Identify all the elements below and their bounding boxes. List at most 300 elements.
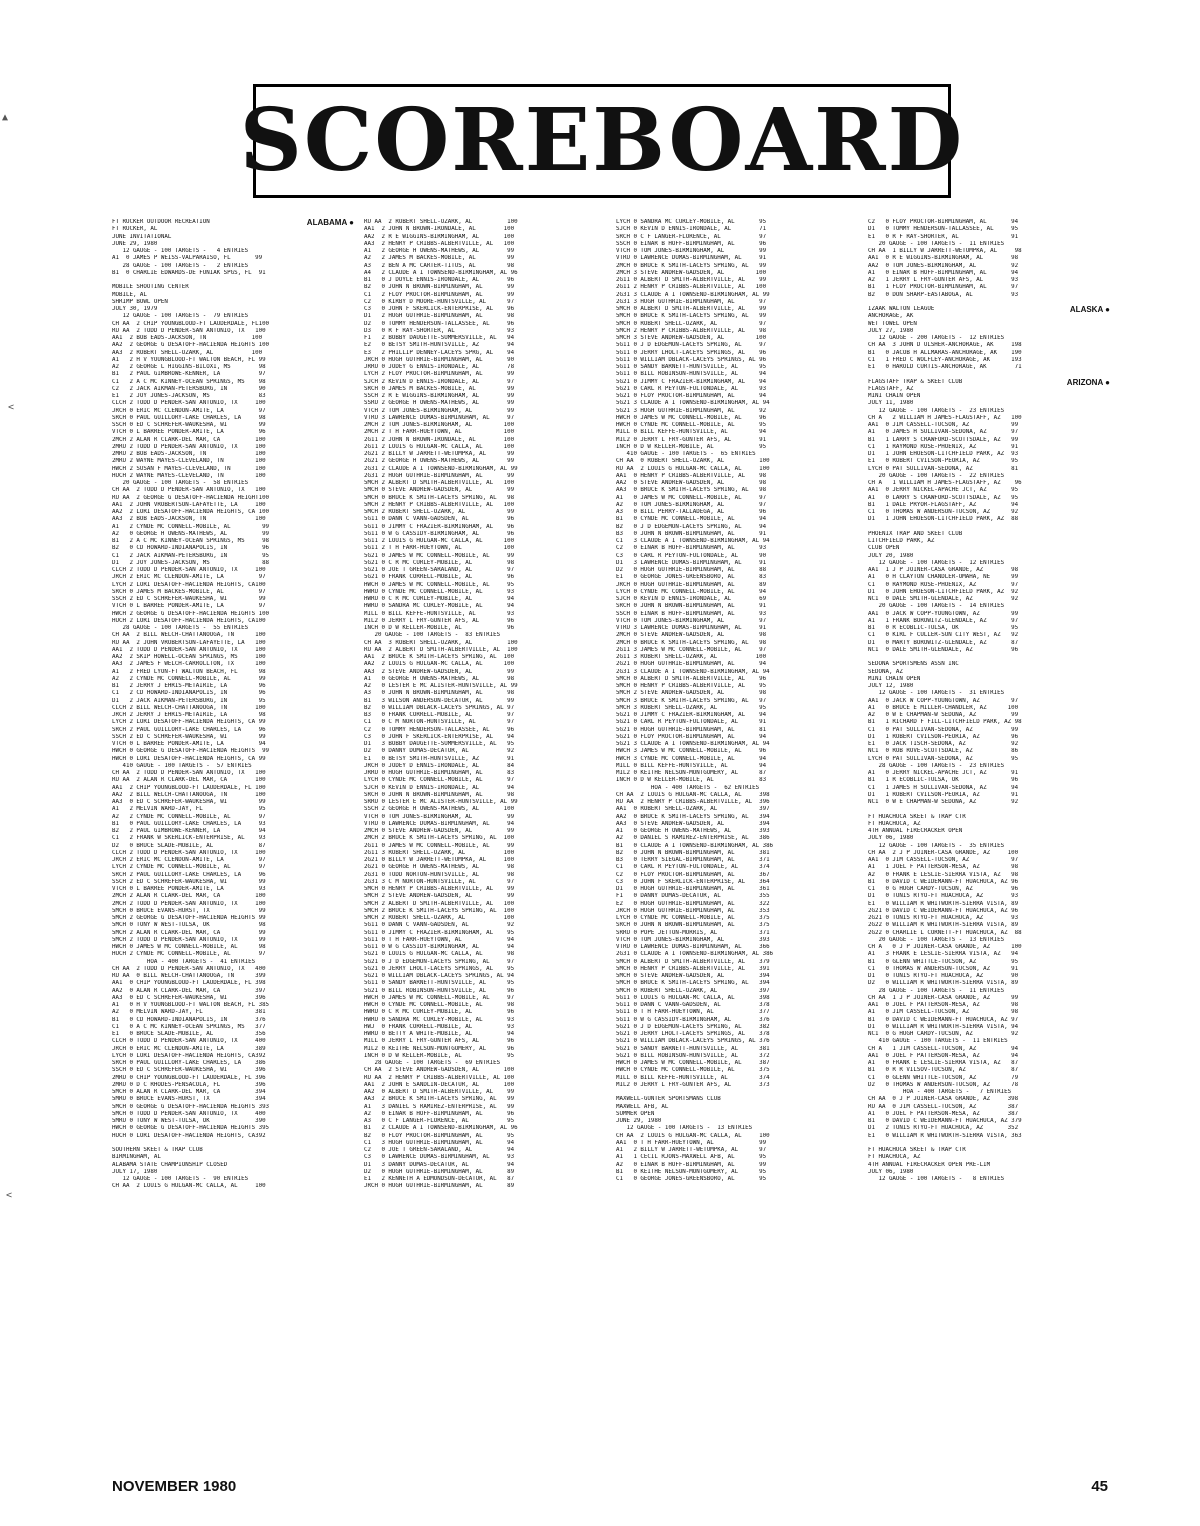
result-line: A1 1 CECIL RJONS-MAXWELL AFB, AL 95 <box>616 1154 767 1161</box>
result-line: VTCH 2 TOM JONES-BIRMINGHAM, AL 99 <box>364 407 515 414</box>
result-line: D1 0 WILLIAM R WHITWORTH-SIERRA VISTA, 94 <box>868 1023 1019 1030</box>
result-line: 12 GAUGE - 100 TARGETS - 35 ENTRIES <box>868 842 1005 849</box>
result-line: HWCH 0 JAMES W MC CONNELL-MOBILE, AL 97 <box>364 994 515 1001</box>
result-line: AA1 2 JOHN VROBERTSON-LAFAYETTE, LA 100 <box>112 501 266 508</box>
result-line: HWCH 0 JAMES W MC CONNELL-MOBILE, AL 387 <box>616 1060 770 1066</box>
result-line: C3 0 JOHN F SKERLICK-ENTERPRISE, AL 94 <box>364 733 515 740</box>
result-line: D3 0 R F RAY-SHORTER, AL 93 <box>364 327 515 334</box>
masthead-title: SCOREBOARD <box>239 90 965 191</box>
result-line: AA3 0 ED C SCHREFER-WAUKESHA, WI 396 <box>112 994 266 1001</box>
result-line: SRCH 0 C F LANGER-FLORENCE, AL 97 <box>616 233 767 240</box>
result-line: D1 0 TUNIS RTYO-FT HUACHUCA, AZ 90 <box>868 973 1019 979</box>
result-line: JRCH 0 JODEY D ENNIS-IRONDALE, AL 84 <box>364 762 515 769</box>
result-line: SRRU 0 LESTER E MC ALISTER-HUNTSVILLE, AL 99 <box>364 799 518 805</box>
result-line: INCH 0 D W KELLER-MOBILE, AL 96 <box>364 625 515 631</box>
result-line: 5G11 0 DANN C VANN-GADSDEN, AL 378 <box>616 1002 770 1008</box>
result-line: JRCH 2 ERIC MC CLENDON-AMITE, LA 97 <box>112 857 266 863</box>
result-line: SSCH 0 EINAR B HOFF-BIRMINGHAM, AL 93 <box>616 610 767 617</box>
result-line: AA1 0 JACK W COPP-YOUNGTOWN, AZ 97 <box>868 697 1019 704</box>
result-line: C1 0 RAYMOND ROSE-PHOENIX, AZ 97 <box>868 581 1019 588</box>
result-line: 2G21 0 HUGH GUTHRIE-BIRMINGHAM, AL 94 <box>616 661 767 668</box>
result-line: A1 2 FRED LYON-FT WALTON BEACH, FL 98 <box>112 668 266 675</box>
result-line: 5MCH 0 ROBERT SHELL-OZARK, AL 97 <box>616 320 767 327</box>
result-line: B2 0 CD HOWARD-INDIANAPOLIS, IN 96 <box>112 545 270 552</box>
result-line: ANCHORAGE, AK <box>868 313 914 320</box>
result-line: E1 0 BRUCE SLADE-MOBILE, AL 356 <box>112 1031 266 1037</box>
result-line: CH AA 2 LOUIS G HULGAN-MC CALLA, AL 398 <box>616 791 770 798</box>
result-line: 2MCH 2 BRUCE K SMITH-LACEYS SPRING, AL 100 <box>364 835 515 842</box>
result-line: C1 0 CARL R PEYTON-FULTONDALE, AL 374 <box>616 864 770 871</box>
result-line: B1 0 CYNDE MC CONNELL-MOBILE, AL 94 <box>616 516 767 523</box>
result-line: 5G21 0 CARL R PEYTON-FULTONDALE, AL 93 <box>616 385 767 392</box>
result-line: C1 2 FLOY PROCTOR-BIRMINGHAM, AL 99 <box>364 291 515 298</box>
result-line: B2 0 FLOY PROCTOR-BIRMINGHAM, AL 95 <box>364 1132 515 1139</box>
result-line: 2G31 2 CLAUDE A I TOWNSEND-BIRMINGHAM, AL 99 <box>364 465 518 472</box>
result-line: CLCH 2 TODD D PENDER-SAN ANTONIO, TX 100 <box>112 849 266 856</box>
result-line: C2 0 FLOY PROCTOR-BIRMINGHAM, AL 367 <box>616 871 770 878</box>
result-line: SRCH 2 PAUL GUILLORY-LAKE CHARLES, LA 96 <box>112 871 266 878</box>
result-line: JRCH 0 HUGH GUTHRIE-BIRMINGHAM, AL 89 <box>616 581 767 588</box>
result-line: A2 2 CYNDE MC CONNELL-MOBILE, AL 97 <box>112 813 266 820</box>
result-line: C1 0 THOMAS W ANDERSON-TUCSON, AZ 92 <box>868 509 1019 515</box>
result-line: A1 0 JAMES P WEISS-VALPARAISO, FL 99 <box>112 255 263 262</box>
result-line <box>112 1140 354 1147</box>
result-line: AA1 0 R E WIGGINS-BIRMINGHAM, AL 98 <box>868 255 1019 262</box>
result-line: JRCH 0 HUGH GUTHRIE-BIRMINGHAM, AL 89 <box>364 1183 515 1190</box>
result-line: A1 0 JAMES W MC CONNELL-MOBILE, AL 97 <box>616 494 767 501</box>
result-line: 5G11 0 JIMMY C FRAZIER-BIRMINGHAM, AL 96 <box>364 523 515 530</box>
club-name: FLAGSTAFF TRAP & SKEET CLUB <box>868 378 963 385</box>
result-line: 12 GAUGE - 100 TARGETS - 8 ENTRIES <box>868 1176 1005 1182</box>
result-line: JULY 20, 1980 <box>868 552 914 559</box>
result-line: E2 0 BETSY SMITH-HUNTSVILLE, AZ 94 <box>364 342 515 349</box>
issue-date: NOVEMBER 1980 <box>112 1478 237 1495</box>
result-line: JUNE 29, 1980 <box>616 1118 662 1124</box>
result-line: SSCH 0 ED C SCHREFER-WAUKESHA, WI 396 <box>112 1067 266 1074</box>
result-line: C1 3 HUGH GUTHRIE-BIRMINGHAM, AL 94 <box>364 1139 515 1146</box>
result-line: A3 0 BILL PERRY-TALLADEGA, AL 96 <box>616 509 767 515</box>
result-line: VTCH 0 TOM JONES-BIRMINGHAM, AL 97 <box>616 617 767 624</box>
result-line: VTRU 3 LAWRENCE DUMAS-BIRMINGHAM, AL 91 <box>616 625 767 631</box>
result-line: 5MCH 0 STEVE ANDREW-GADSDEN, AL 394 <box>616 973 770 979</box>
result-line: B1 0 DAVID C WEIDEMANN-FT HUACHUCA, AZ 96 <box>868 878 1019 885</box>
result-line: 12 GAUGE - 100 TARGETS - 12 ENTRIES <box>868 559 1005 566</box>
result-line: 5MCH 0 BRUCE K SMITH-LACEYS SPRING, AL 98 <box>364 494 515 501</box>
result-line: A1 0 H CLAYTON CHANDLER-OMAHA, NE 99 <box>868 574 1019 581</box>
result-line: FT HUACHUCA, AZ <box>868 820 921 827</box>
result-line: CH AA 0 ROBERT SHELL-OZARK, AL 100 <box>616 458 770 465</box>
result-line: B1 2 A C MC KINNEY-OCEAN SPRINGS, MS 98 <box>112 538 270 544</box>
result-line: HWRU 0 CYNDE MC CONNELL-MOBILE, AL 93 <box>364 588 515 595</box>
result-line: 5MCH 2 ROBERT SHELL-OZARK, AL 99 <box>364 509 515 515</box>
result-line: 5G21 0 FRANK CORRELL-MOBILE, AL 96 <box>364 574 515 581</box>
result-line: A1 0 EINAR B HOFF-BIRMINGHAM, AL 94 <box>868 269 1019 276</box>
result-line: 5G11 0 W G CASSIDY-BIRMINGHAM, AL 96 <box>364 530 515 537</box>
result-line: 5MCH 3 BRUCE K SMITH-LACEYS SPRING, AL 97 <box>616 697 767 704</box>
result-line: 5G11 0 WILLIAM DBLACK-LACEYS SPRINGS, AL 96 <box>616 356 767 363</box>
result-line: AA2 0 TOM JONES-BIRMINGHAM, AL 92 <box>868 262 1019 269</box>
result-line: 5G21 0 CARL R PEYTON-FULTONDALE, AL 91 <box>616 719 767 726</box>
result-line: 5MCH 2 STEVE ANDREW-GADSDEN, AL 99 <box>364 893 515 900</box>
result-line: B1 1 RICHARD F FILL-LITCHFIELD PARK, AZ 98 <box>868 719 1022 726</box>
result-line: C1 0 C M NORTON-HUNTSVILLE, AL 97 <box>364 719 515 726</box>
result-line: C2 0 KIRBY D MOORE-HUNTSVILLE, AL 97 <box>364 298 515 305</box>
result-line: C1 0 G HUGH CARDY-TUCSON, AZ 96 <box>868 886 1019 892</box>
result-line: JRCH 0 ERIC MC CLENDON-AMITE, LA 97 <box>112 407 266 414</box>
result-line: 2G22 0 WILLIAM R WHITWORTH-SIERRA VISTA, 89 <box>868 922 1019 929</box>
result-line: FT HUACHUCA, AZ <box>868 1154 921 1161</box>
result-line: D2 0 BRUCE SLADE-MOBILE, AL 87 <box>112 842 266 849</box>
result-line: JRCH 0 ERIC MC CLENDON-AMITE, LA 389 <box>112 1045 266 1052</box>
result-line: RU AA 2 TODD D PENDER-SAN ANTONIO, TX 100 <box>112 327 266 334</box>
result-line: 5MRU 0 TONY W WEST-TULSA, OK 390 <box>112 1118 266 1124</box>
result-line: CH A 0 J P JOINER-CASA GRANDE, AZ 100 <box>868 944 1022 950</box>
result-line: C1 0 KIRL F CULLER-SUN CITY WEST, AZ 92 <box>868 632 1019 639</box>
result-line: RU AA 0 BILL WELCH-CHATTANOOGA, TN 399 <box>112 973 266 979</box>
result-line: AA1 1 J P JOINER-CASA GRANDE, AZ 98 <box>868 567 1019 573</box>
result-line: JRCH 0 HUGH GUTHRIE-BIRMINGHAM, AL 90 <box>364 356 515 363</box>
result-line: 5MCH 2 ALBERT D SMITH-ALBERTVILLE, AL 100 <box>364 900 515 907</box>
result-line: AA2 2 SKIP HOWELL-OCEAN SPRINGS, MS 100 <box>112 654 266 660</box>
result-line: SSCH 2 ED C SCHREFER-WAUKESHA, WI 99 <box>112 878 266 885</box>
result-line: RU AA 2 ALAN R CLARK-DEL MAR, CA 100 <box>112 777 266 784</box>
result-line: 5MCH 0 ALAN R CLARK-DEL MAR, CA 394 <box>112 1089 266 1095</box>
result-line: 5MCH 0 BRUCE K SMITH-LACEYS SPRING, AL 99 <box>616 313 767 320</box>
result-line: A1 0 FRANK E LESLIE-SIERRA VISTA, AZ 87 <box>868 1060 1019 1066</box>
result-line: C1 0 A C MC KINNEY-OCEAN SPRINGS, MS 377 <box>112 1023 266 1030</box>
result-line: VTCH 0 L BARREE PONDER-AMITE, LA 93 <box>112 886 266 892</box>
result-line: D2 0 TOMMY HENDERSON-TALLASSEE, AL 96 <box>364 320 515 327</box>
result-line: A2 2 JAMES M BACKES-MOBILE, AL 99 <box>364 255 515 262</box>
result-line: A1 0 GEORGE H OWENS-MATHEWS, AL 393 <box>616 828 770 834</box>
result-line <box>868 806 1110 813</box>
result-line: AA1 2 CHIP YOUNGBLOOD-FT LAUDERDALE, FL 100 <box>112 784 266 791</box>
result-line: A1 0 BRUCE E MILLER-CHANDLER, AZ 100 <box>868 704 1019 711</box>
result-line: 5MCH 0 BRUCE EVANS-HURST, TX 99 <box>112 907 266 914</box>
result-line: A2 0 DANIEL S RAMIREZ-ENTERPRISE, AL 386 <box>616 835 770 842</box>
result-line: D1 1 ROBERT CVILSON-PEORIA, AZ 96 <box>868 733 1019 740</box>
result-line: SSCH 0 ED C SCHREFER-WAUKESHA, WI 99 <box>112 422 266 428</box>
result-line <box>868 371 1110 378</box>
result-line: 2MCH 2 T H FARR-HUEYTOWN, AL 100 <box>364 429 515 436</box>
result-line: HWRU 0 C R MC CURLEY-MOBILE, AL 96 <box>364 1009 515 1016</box>
result-line: JRRU 0 HUGH GUTHRIE-BIRMINGHAM, AL 83 <box>364 770 515 776</box>
result-line: AA2 2 R E WIGGINS-BIRMINGHAM, AL 100 <box>364 233 515 240</box>
result-line: A1 2 CYNDE MC CONNELL-MOBILE, AL 99 <box>112 523 270 530</box>
result-line: CH AA 2 TODD D PENDER-SAN ANTONIO, TX 400 <box>112 965 266 972</box>
result-line: HWCH 0 LORI DESATOFF-HACIENDA HEIGHTS, CA 99 <box>112 755 266 762</box>
result-line: 2MCH 3 STEVE ANDREW-GADSDEN, AL 100 <box>616 269 767 276</box>
result-line: 20 GAUGE - 100 TARGETS - 83 ENTRIES <box>364 632 501 639</box>
result-line: VTCH 0 L BARREE PONDER-AMITE, LA 97 <box>112 603 266 610</box>
result-line: A2 2 GEORGE L HIGGINS-BILOXI, MS 98 <box>112 364 266 370</box>
result-line: A2 0 EINAR B HOFF-BIRMINGHAM, AL 96 <box>364 1110 515 1117</box>
result-line: HWCH 0 JAMES W MC CONNELL-MOBILE, AL 96 <box>616 414 767 421</box>
result-line: 20 GAUGE - 100 TARGETS - 58 ENTRIES <box>112 480 249 486</box>
result-line: AA1 0 ROBERT SHELL-OZARK, AL 397 <box>616 806 770 813</box>
result-line: 5MCH 0 HENRY P CRIBBS-ALBERTVILLE, AL 391 <box>616 965 770 972</box>
result-line: 5G11 2 T H FARR-HUEYTOWN, AL 100 <box>364 545 515 552</box>
result-line: C2 0 FLOY PROCTOR-BIRMINGHAM, AL 94 <box>868 219 1019 225</box>
result-line: LYCH 0 PAT SULLIVAN-SEDONA, AZ 81 <box>868 465 1019 472</box>
result-line: 2MCH 0 STEVE ANDREW-GADSDEN, AL 99 <box>364 828 515 834</box>
result-line: 2G21 0 GEORGE H OWENS-MATHEWS, AL 98 <box>364 864 515 871</box>
result-line: B1 2 PAUL GIMBROWE-KENNER, LA 97 <box>112 371 266 378</box>
result-line: 5G11 0 SANDY BARNETT-HUNTSVILLE, AL 95 <box>364 980 515 987</box>
result-line: 5G21 0 BILL ROBINSON-HUNTSVILLE, AL 96 <box>364 987 515 994</box>
result-line: D1 2 HUGH GUTHRIE-BIRMINGHAM, AL 98 <box>364 313 515 320</box>
result-line: D1 3 DANNY DUMAS-DECATUR, AL 94 <box>364 1161 515 1168</box>
result-line: 5G21 0 BILL ROBINSON-HUNTSVILLE, AL 372 <box>616 1052 770 1059</box>
result-line: MAXWELL-GUNTER SPORTSMANS CLUB <box>616 1096 721 1103</box>
result-line: 5G21 0 WILLIAM DBLACK-LACEYS SPRINGS, AL 94 <box>364 973 515 979</box>
result-line: HOA - 400 TARGETS - 41 ENTRIES <box>112 958 256 965</box>
result-line: MIL2 0 JERRY L FRY-GUNTER AFS, AL 373 <box>616 1081 770 1088</box>
result-line: 5MCH 2 HENRY P CRIBBS-ALBERTVILLE, AL 98 <box>616 327 767 334</box>
result-line: B1 0 KEITHE NELSON-MONTGOMERY, AL 95 <box>616 1168 767 1175</box>
result-line: MOBILE SHOOTING CENTER <box>112 284 189 291</box>
result-line: B2 0 J D EDGEMON-LACEYS SPRING, AL 94 <box>616 523 767 530</box>
result-line: AA2 2 BILL WELCH-CHATTANOOGA, TN 100 <box>112 791 266 798</box>
result-line: B1 1 R ECOBLIC-TULSA, OK 96 <box>868 777 1019 784</box>
result-line: 5G11 0 JERRY LHOLT-LACEYS SPRINGS, AL 96 <box>616 349 767 356</box>
result-line: C1 2 A C MC KINNEY-OCEAN SPRINGS, MS 98 <box>112 378 266 385</box>
result-line <box>868 299 1110 306</box>
result-line: WET TOWEL OPEN <box>868 320 917 327</box>
result-line: 2MCH 0 BRUCE K SMITH-LACEYS SPRING, AL 98 <box>616 639 767 646</box>
result-line: 410 GAUGE - 100 TARGETS - 65 ENTRIES <box>616 451 756 457</box>
result-line: 28 GAUGE - 100 TARGETS - 23 ENTRIES <box>868 762 1005 769</box>
result-line: RU AA 0 JIM CASSELL-TUCSON, AZ 387 <box>868 1103 1019 1110</box>
result-line: B1 0 DAVID C WEIDEMANN-FT HUACHUCA, AZ 379 <box>868 1118 1022 1124</box>
result-line: A1 0 JIM CASSELL-TUCSON, AZ 98 <box>868 1009 1019 1016</box>
result-line: 5MCH 0 HENRY P CRIBBS-ALBERTVILLE, AL 99 <box>364 886 515 892</box>
result-line: 2G11 2 HENRY P CRIBBS-ALBERTVILLE, AL 100 <box>616 284 767 291</box>
result-line: D2 0 HUGH GUTHRIE-BIRMINGHAM, AL 89 <box>364 1168 515 1175</box>
result-line: A2 0 LESTER E MC ALISTER-HUNTSVILLE, AL 99 <box>364 683 518 689</box>
result-line: VTRU 0 LAWRENCE DUMAS-BIRMINGHAM, AL 94 <box>364 820 515 827</box>
result-line: 5G11 0 T H FARR-HUEYTOWN, AL 377 <box>616 1009 770 1016</box>
result-line: C2 2 JACK AIKMAN-PETERSBURG, IN 90 <box>112 385 266 392</box>
result-line: MIL2 0 JERRY L FRY-GUNTER AFS, AL 91 <box>616 436 767 443</box>
result-line: B1 0 CLAUDE A I TOWNSEND-BIRMINGHAM, AL 386 <box>616 842 774 849</box>
result-line: 5MCH 0 ALBERT D SMITH-ALBERTVILLE, AL 379 <box>616 958 770 965</box>
result-line: 5G21 0 HUGH GUTHRIE-BIRMINGHAM, AL 81 <box>616 726 767 733</box>
result-line: 12 GAUGE - 100 TARGETS - 23 ENTRIES <box>868 407 1005 414</box>
result-line: 5G21 0 JIMMY C FRAZIER-BIRMINGHAM, AL 94 <box>616 712 767 718</box>
result-line: INCH 0 D W KELLER-MOBILE, AL 95 <box>616 443 767 450</box>
result-line: B1 2 JERRY J EHRIS-METAIRIE, LA 96 <box>112 683 266 689</box>
result-line: D1 0 TUNIS RTYO-FT HUACHUCA, AZ 93 <box>868 893 1019 900</box>
result-line: B1 1 DALE PRYOR-FLAGSTAFF, AZ 94 <box>868 501 1019 508</box>
result-line: A1 2 BILLY W JARRETT-WETUMPKA, AL 97 <box>616 1147 767 1153</box>
result-line: B1 0 GLENN WHITTLE-TUCSON, AZ 95 <box>868 958 1019 965</box>
result-line: E1 0 R F RAY-SHORTER, AL 91 <box>868 233 1019 240</box>
result-line: 2MRU 2 BOB EADS-JACKSON, TN 100 <box>112 451 266 457</box>
result-line: 5MCH 0 GEORGE G DESATOFF-HACIENDA HEIGHTS 393 <box>112 1103 270 1110</box>
result-line: 2G31 3 CLAUDE A I TOWNSEND-BIRMINGHAM, AL 94 <box>616 668 770 675</box>
result-line: 5MCH 0 ALBERT D SMITH-ALBERTVILLE, AL 99 <box>616 306 767 312</box>
result-line: C1 1 JAMES H SULLIVAN-SEDONA, AZ 94 <box>868 784 1019 791</box>
result-line: RU AA 2 ALBERT D SMITH-ALBERTVILLE, AL 100 <box>364 646 518 653</box>
result-line: C3 0 LAWRENCE DUMAS-BIRMINGHAM, AL 93 <box>364 1154 515 1161</box>
result-line: A2 1 JERRY L FRY-GUNTER AFS, AL 93 <box>868 277 1019 283</box>
result-line: 5G21 0 WILLIAM DBLACK-LACEYS SPRINGS, AL 376 <box>616 1038 770 1045</box>
result-line: HWRU 0 SANDRA MC CURLEY-MOBILE, AL 93 <box>364 1016 515 1023</box>
result-line: AA3 0 STEVE ANDREW-GADSDEN, AL 394 <box>616 820 770 827</box>
result-line: MILL 0 BILL KEFFE-HUNTSVILLE, AL 94 <box>616 429 767 436</box>
result-line: 2MRU 0 D C RHODES-PENSACOLA, FL 396 <box>112 1081 266 1088</box>
result-line: 2MRU 2 WAYNE MAYES-CLEVELAND, TN 100 <box>112 458 266 465</box>
result-line: VTCH 0 TOM JONES-BIRMINGHAM, AL 99 <box>616 248 767 254</box>
club-name: FT RUCKER OUTDOOR RECREATION <box>112 219 210 225</box>
result-line: A3 2 BEN A MC CARTER-TITUS, AL 98 <box>364 262 515 269</box>
result-line: HWJ 0 FRANK CORRELL-MOBILE, AL 93 <box>364 1023 515 1030</box>
result-line: 2G22 0 CHARLIE L CORNETT-FT HUACHUCA, AZ 88 <box>868 929 1022 936</box>
results-column <box>364 219 606 1472</box>
result-line: CH A 1 WILLIAM H JAMES-FLAGSTAFF, AZ 96 <box>868 480 1022 486</box>
result-line: 5MCH 3 ROBERT SHELL-OZARK, AL 95 <box>616 704 767 711</box>
result-line: AA1 0 T H FARR-HUEYTOWN, AL 99 <box>616 1139 767 1146</box>
result-line: NC1 0 DALE SMITH-GLENDALE, AZ 96 <box>868 646 1019 653</box>
result-line: A4 2 CLAUDE A I TOWNSEND-BIRMINGHAM, AL 96 <box>364 269 518 276</box>
result-line: B1 0 J DOYLE ENNIS-IRONDALE, AL 96 <box>364 277 515 283</box>
result-line: SSCH 2 GEORGE H OWENS-MATHEWS, AL 100 <box>364 806 515 813</box>
result-line: A2 2 CYNDE MC CONNELL-MOBILE, AL 99 <box>112 675 266 682</box>
result-line: A1 0 H V YOUNGBLOOD-FT WALTON BEACH, FL 385 <box>112 1002 270 1008</box>
result-line: JULY 17, 1980 <box>112 1168 158 1175</box>
result-line: VTCH 0 TOM JONES-BIRMINGHAM, AL 393 <box>616 936 770 943</box>
result-line: MILL 0 BILL KEFFE-HUNTSVILLE, AL 93 <box>364 610 515 617</box>
result-line: 28 GAUGE - 100 TARGETS - 55 ENTRIES <box>112 625 249 631</box>
result-line: SJCH 0 KEVIN D ENNIS-IRONDALE, AL 69 <box>616 596 767 602</box>
result-line: CH AA 2 LOUIS G HULGAN-MC CALLA, AL 100 <box>616 1132 770 1139</box>
result-line: 2MCH 2 TOM JONES-BIRMINGHAM, AL 100 <box>364 422 515 428</box>
result-line: HOA - 400 TARGETS - 7 ENTRIES <box>868 1089 1012 1095</box>
result-line: JRCH 2 ERIC MC CLENDON-AMITE, LA 97 <box>112 574 266 581</box>
result-line: INCH 0 D W KELLER-MOBILE, AL 95 <box>364 1052 515 1059</box>
result-line: E1 0 ROBERT CVILSON-PEORIA, AZ 95 <box>868 458 1019 465</box>
result-line: A2 0 W E CHAPMAN-W SEDONA, AZ 99 <box>868 712 1019 718</box>
result-line: JRRU 0 JODEY G ENNIS-IRONDALE, AL 78 <box>364 364 515 370</box>
result-line: AA1 2 TODD D PENDER-SAN ANTONIO, TX 100 <box>112 646 266 653</box>
result-line: AA3 2 STEVE ANDREW-GADSDEN, AL 99 <box>364 668 515 675</box>
result-line: 5MCH 2 TODD D PENDER-SAN ANTONIO, TX 99 <box>112 936 266 943</box>
result-line: 2MRU 2 TODD D PENDER-SAN ANTONIO, TX 100 <box>112 443 266 450</box>
result-line: 5G21 0 C R MC CURLEY-MOBILE, AL 98 <box>364 559 515 566</box>
result-line: B3 0 JOHN N BROWN-BIRMINGHAM, AL 91 <box>616 530 767 537</box>
result-line: A1 2 H V YOUNGBLOOD-FT WALTON BEACH, FL 99 <box>112 356 266 363</box>
result-line: CH AA 2 TODD D PENDER-SAN ANTONIO, TX 100 <box>112 487 266 494</box>
result-line: A1 0 JERRY NICKEL-APACHE JCT, AZ 91 <box>868 770 1019 776</box>
result-line: VTCH 0 L BARREE PONDER-AMITE, LA 96 <box>112 429 266 436</box>
result-line: 5G11 0 JIMMY C FRAZIER-BIRMINGHAM, AL 95 <box>364 929 515 936</box>
result-line: LYCH 2 CYNDE MC CONNELL-MOBILE, AL 97 <box>112 864 266 871</box>
result-line: C1 0 GLENN WHITTLE-TUCSON, AZ 79 <box>868 1074 1019 1081</box>
result-line: 2MCH 2 ALAN R CLARK-DEL MAR, CA 100 <box>112 436 266 443</box>
result-line: 2G21 0 TUNIS RTYO-FT HUACHUCA, AZ 93 <box>868 915 1019 921</box>
result-line: 2G31 3 C M NORTON-HUNTSVILLE, AL 97 <box>364 878 515 885</box>
result-line: MIL2 0 KEITHE NELSON-MONTGOMERY, AL 87 <box>616 770 767 776</box>
result-line: SJCH 0 KEVIN D ENNIS-IRONDALE, AL 94 <box>364 784 515 791</box>
result-line: 5MCH 0 ROBERT SHELL-OZARK, AL 397 <box>616 987 770 994</box>
result-line: B1 0 R R VILSOV-TUCSON, AZ 87 <box>868 1067 1019 1074</box>
result-line: HWCH 0 CYNDE MC CONNELL-MOBILE, AL 375 <box>616 1067 770 1074</box>
result-line: FT RUCKER, AL <box>112 226 158 233</box>
result-line: CH AA 2 STEVE ANDREW-GADSDEN, AL 100 <box>364 1067 515 1074</box>
result-line: JUNE INVITATIONAL <box>112 233 172 240</box>
result-line: 5G11 0 DANN C VANN-GADSDEN, AL 92 <box>364 922 515 929</box>
result-line: 5MCH 0 HENRY P CRIBBS-ALBERTVILLE, AL 95 <box>616 683 767 689</box>
result-line: CLCH 2 BILL WELCH-CHATTANOOGA, TN 100 <box>112 704 266 711</box>
result-line: CH AA 2 LOUIS G HULGAN-MC CALLA, AL 100 <box>112 1183 266 1190</box>
result-line: B2 0 DON SHARP-EASTABOGA, AL 93 <box>868 291 1019 298</box>
result-line: CH AA 3 JOHN D ULSHER-ANCHORAGE, AK 198 <box>868 342 1022 349</box>
result-line: SEDONA SPORTSMENS ASSN INC <box>868 661 959 668</box>
result-line: VTRU 0 LAWRENCE DUMAS-BIRMINGHAM, AL 366 <box>616 944 770 950</box>
result-line: D1 1 JOHN EHOESON-LITCHFIELD PARK, AZ 88 <box>868 516 1019 523</box>
result-line: 5G11 2 LOUIS G HULGAN-MC CALLA, AL 100 <box>364 538 515 544</box>
result-line: AA2 2 LORI DESATOFF-HACIENDA HEIGHTS, CA 100 <box>112 509 270 515</box>
result-line: C1 0 THOMAS W ANDERSON-TUCSON, AZ 91 <box>868 965 1019 972</box>
result-line: MINI CHAIN OPEN <box>868 393 921 399</box>
result-line: F1 0 DANNY DUMAS-DECATUR, AL 355 <box>616 893 770 900</box>
result-line: B1 0 DAVID C WEIDEMANN-FT HUACHUCA, AZ 97 <box>868 1016 1019 1023</box>
result-line: 2G31 3 HUGH GUTHRIE-BIRMINGHAM, AL 97 <box>616 298 767 305</box>
result-line: E1 0 HAROLD CURTIS-ANCHORAGE, AK 71 <box>868 364 1022 370</box>
result-line: B2 2 PAUL GIMBROWE-KENNER, LA 94 <box>112 828 266 834</box>
result-line: A1 1 JOEL F PATTERSON-MESA, AZ 98 <box>868 864 1019 871</box>
result-line: A1 0 LARRY S CRAWFORD-SCOTTSDALE, AZ 95 <box>868 494 1019 501</box>
result-line: 4TH ANNUAL FIRECRACKER OPEN <box>868 828 963 834</box>
result-line: RU AA 2 GEORGE G DESATOFF-HACIENDA HEIGHT100 <box>112 494 270 501</box>
result-line: A2 0 EINAR B HOFF-BIRMINGHAM, AL 99 <box>616 1161 767 1168</box>
result-line: 5MCH 0 ALBERT D SMITH-ALBERTVILLE, AL 96 <box>616 675 767 682</box>
state-label: ALASKA ● <box>1069 306 1110 314</box>
result-line: 12 GAUGE - 100 TARGETS - 90 ENTRIES <box>112 1176 249 1182</box>
result-line: A2 0 TOM JONES-BIRMINGHAM, AL 97 <box>616 501 767 508</box>
result-line: HWRU 0 BETTY A WHITE-MOBILE, AL 94 <box>364 1031 515 1037</box>
result-line: RU AA 2 ROBERT SHELL-OZARK, AL 100 <box>364 219 518 225</box>
result-line: SSCH 0 EINAR B HOFF-BIRMINGHAM, AL 96 <box>616 240 767 247</box>
result-line: VTRU 3 LAWRENCE DUMAS-BIRMINGHAM, AL 97 <box>364 414 515 421</box>
result-line: JULY 11, 1980 <box>868 400 914 407</box>
result-line: D1 2 JACK AIKMAN-PETERSBURG, IN 95 <box>112 697 266 704</box>
result-line: 5MCH 2 ALAN R CLARK-DEL MAR, CA 99 <box>112 929 266 936</box>
result-line: 5G21 0 J D EDGEMON-LACEYS SPRING, AL 97 <box>364 958 515 965</box>
result-line: CH AA 2 BILL WELCH-CHATTANOOGA, TN 100 <box>112 632 266 639</box>
result-line: A1 0 GEORGE H OWENS-MATHEWS, AL 98 <box>364 675 515 682</box>
result-line: D2 0 DANNY DUMAS-DECATUR, AL 92 <box>364 748 515 755</box>
result-line: C3 0 JOHN F SKERLICK-ENTERPRISE, AL 96 <box>364 306 515 312</box>
result-line: B3 0 TERRY SIEGAL-BIRMINGHAM, AL 371 <box>616 857 770 863</box>
result-line: B2 0 JOHN N BROWN-BIRMINGHAM, AL 99 <box>364 284 515 291</box>
result-line: 12 GAUGE - 200 TARGETS - 12 ENTRIES <box>868 335 1005 341</box>
result-line: LYCH 0 CYNDE MC CONNELL-MOBILE, AL 97 <box>364 777 515 784</box>
result-line: A1 0 JAMES H SULLIVAN-SEDONA, AZ 97 <box>868 429 1019 436</box>
result-line: MIL2 0 JERRY L FRY-GUNTER AFS, AL 96 <box>364 617 515 624</box>
result-line: B1 0 CD HOWARD-INDIANAPOLIS, IN 376 <box>112 1016 266 1023</box>
result-line: CH AA 2 J P JOINER-CASA GRANDE, AZ 100 <box>868 849 1019 856</box>
result-line: CLCH 0 TODD D PENDER-SAN ANTONIO, TX 400 <box>112 1038 266 1045</box>
result-line: HUCH 2 WAYNE MAYES-CLEVELAND, TN 100 <box>112 472 266 479</box>
result-line: JUNE 29, 1980 <box>112 240 158 247</box>
result-line: D1 0 TOMMY HENDERSON-TALLASSEE, AL 95 <box>868 226 1019 233</box>
result-line: F1 2 BOBBY DAUGETTE-SUMMERSVILLE, AL 94 <box>364 335 515 341</box>
result-line: D1 0 HUGH GUTHRIE-BIRMINGHAM, AL 361 <box>616 886 770 892</box>
result-line: 20 GAUGE - 100 TARGETS - 22 ENTRIES <box>868 472 1005 479</box>
result-line: MILL 0 JERRY L FRY-GUNTER AFS, AL 96 <box>364 1038 515 1045</box>
